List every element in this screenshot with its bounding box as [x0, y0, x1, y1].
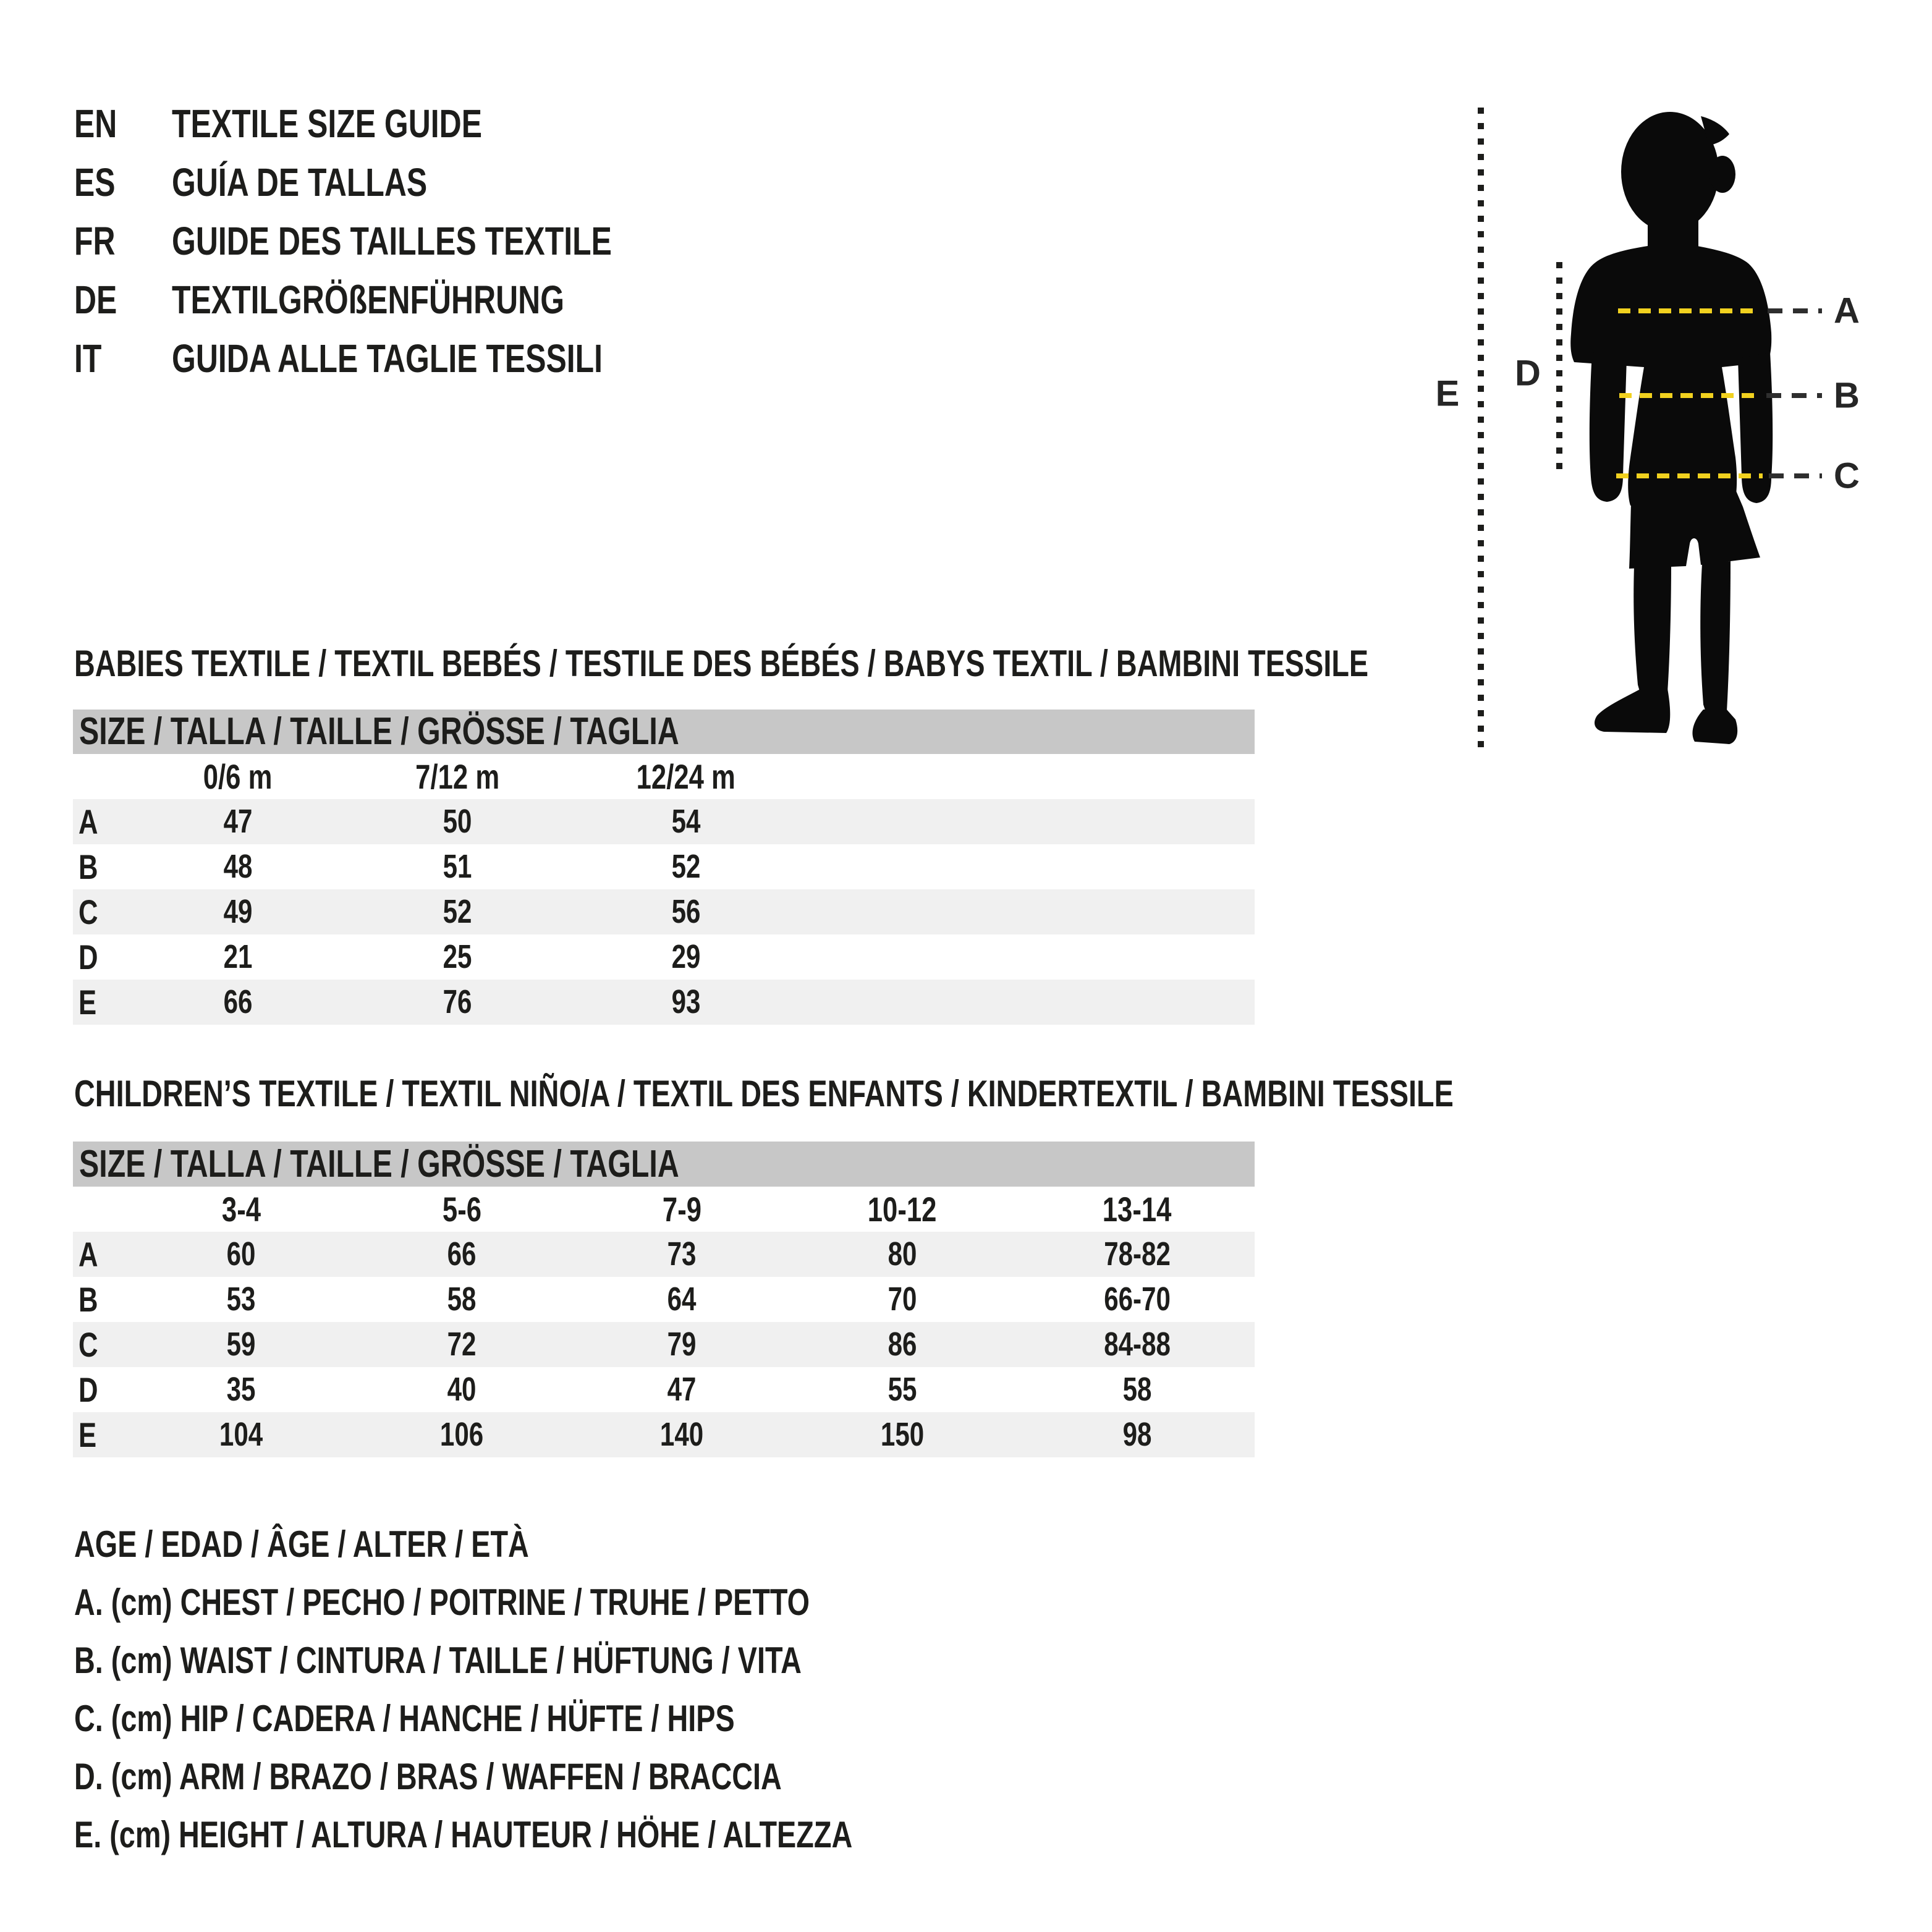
cell-value: 47: [667, 1371, 697, 1408]
cell-value: 84-88: [1104, 1326, 1171, 1363]
cell-value: 93: [671, 983, 701, 1020]
table-row: [73, 1367, 1255, 1412]
language-code: EN: [74, 101, 117, 146]
label-c-hip: C: [1834, 455, 1860, 496]
column-header: 10-12: [868, 1190, 937, 1229]
legend-height: E. (cm) HEIGHT / ALTURA / HAUTEUR / HÖHE / ALTEZZA: [74, 1814, 853, 1855]
language-title: TEXTILGRÖßENFÜHRUNG: [172, 278, 565, 322]
cell-value: 29: [671, 938, 701, 975]
babies-section-title: BABIES TEXTILE / TEXTIL BEBÉS / TESTILE DES BÉBÉS / BABYS TEXTIL / BAMBINI TESSILE: [74, 643, 1369, 684]
children-column-header-row: [73, 1187, 1255, 1232]
legend-arm: D. (cm) ARM / BRAZO / BRAS / WAFFEN / BRACCIA: [74, 1756, 782, 1797]
cell-value: 60: [226, 1235, 256, 1273]
row-label: C: [78, 892, 98, 931]
cell-value: 52: [443, 893, 472, 930]
cell-value: 48: [223, 848, 253, 885]
cell-value: 21: [223, 938, 253, 975]
language-title: GUIDE DES TAILLES TEXTILE: [172, 219, 612, 263]
table-row: [73, 844, 1255, 889]
label-a-chest: A: [1834, 290, 1860, 331]
table-row: [73, 934, 1255, 980]
table-row: [73, 1277, 1255, 1322]
cell-value: 58: [1122, 1371, 1152, 1408]
language-code: FR: [74, 219, 116, 263]
children-size-header-bar: SIZE / TALLA / TAILLE / GRÖSSE / TAGLIA: [73, 1142, 1255, 1187]
cell-value: 66-70: [1104, 1281, 1171, 1318]
language-title: GUIDA ALLE TAGLIE TESSILI: [172, 336, 603, 381]
cell-value: 40: [447, 1371, 477, 1408]
language-code: ES: [74, 160, 116, 205]
language-code: DE: [74, 278, 117, 322]
legend-hip: C. (cm) HIP / CADERA / HANCHE / HÜFTE / HIPS: [74, 1698, 735, 1739]
cell-value: 59: [226, 1326, 256, 1363]
column-header: 5-6: [442, 1190, 481, 1229]
label-b-waist: B: [1834, 375, 1860, 416]
row-label: A: [78, 1235, 98, 1274]
cell-value: 55: [888, 1371, 917, 1408]
label-e-height: E: [1435, 373, 1460, 414]
language-title: TEXTILE SIZE GUIDE: [172, 101, 483, 146]
table-row: [73, 1232, 1255, 1277]
language-code: IT: [74, 336, 102, 381]
cell-value: 50: [443, 803, 472, 840]
cell-value: 66: [223, 983, 253, 1020]
row-label: D: [78, 938, 98, 977]
cell-value: 56: [671, 893, 701, 930]
column-header: 13-14: [1103, 1190, 1172, 1229]
cell-value: 140: [659, 1416, 704, 1453]
children-section-title: CHILDREN’S TEXTILE / TEXTIL NIÑO/A / TEXTIL DES ENFANTS / KINDERTEXTIL / BAMBINI TESSILE: [74, 1073, 1454, 1114]
cell-value: 150: [880, 1416, 925, 1453]
row-label: A: [78, 802, 98, 841]
cell-value: 64: [667, 1281, 697, 1318]
cell-value: 79: [667, 1326, 697, 1363]
column-header: 7-9: [662, 1190, 701, 1229]
babies-column-header-row: [73, 754, 1255, 799]
cell-value: 86: [888, 1326, 917, 1363]
cell-value: 70: [888, 1281, 917, 1318]
cell-value: 104: [219, 1416, 263, 1453]
row-label: E: [78, 1415, 97, 1454]
row-label: B: [78, 847, 98, 886]
babies-table: [73, 710, 1255, 1025]
legend-chest: A. (cm) CHEST / PECHO / POITRINE / TRUHE / PETTO: [74, 1582, 810, 1623]
babies-size-header-bar: SIZE / TALLA / TAILLE / GRÖSSE / TAGLIA: [73, 710, 1255, 754]
label-d-arm: D: [1515, 353, 1541, 394]
legend-waist: B. (cm) WAIST / CINTURA / TAILLE / HÜFTUNG / VITA: [74, 1640, 802, 1681]
row-label: D: [78, 1370, 98, 1409]
table-row: [73, 980, 1255, 1025]
cell-value: 35: [226, 1371, 256, 1408]
cell-value: 58: [447, 1281, 477, 1318]
cell-value: 78-82: [1104, 1235, 1171, 1273]
cell-value: 73: [667, 1235, 697, 1273]
table-row: [73, 1322, 1255, 1367]
row-label: B: [78, 1280, 98, 1319]
column-header: 7/12 m: [415, 757, 499, 796]
column-header: 3-4: [221, 1190, 261, 1229]
cell-value: 98: [1122, 1416, 1152, 1453]
cell-value: 66: [447, 1235, 477, 1273]
legend-age: AGE / EDAD / ÂGE / ALTER / ETÀ: [74, 1523, 529, 1565]
cell-value: 54: [671, 803, 701, 840]
table-row: [73, 889, 1255, 934]
cell-value: 49: [223, 893, 253, 930]
row-label: C: [78, 1325, 98, 1364]
cell-value: 51: [443, 848, 472, 885]
cell-value: 76: [443, 983, 472, 1020]
table-row: [73, 1412, 1255, 1457]
language-title: GUÍA DE TALLAS: [172, 160, 428, 205]
cell-value: 72: [447, 1326, 477, 1363]
cell-value: 80: [888, 1235, 917, 1273]
cell-value: 52: [671, 848, 701, 885]
cell-value: 25: [443, 938, 472, 975]
children-table: [73, 1142, 1255, 1457]
cell-value: 53: [226, 1281, 256, 1318]
cell-value: 47: [223, 803, 253, 840]
table-row: [73, 799, 1255, 844]
column-header: 0/6 m: [203, 757, 273, 796]
cell-value: 106: [439, 1416, 484, 1453]
column-header: 12/24 m: [636, 757, 736, 796]
row-label: E: [78, 983, 97, 1022]
